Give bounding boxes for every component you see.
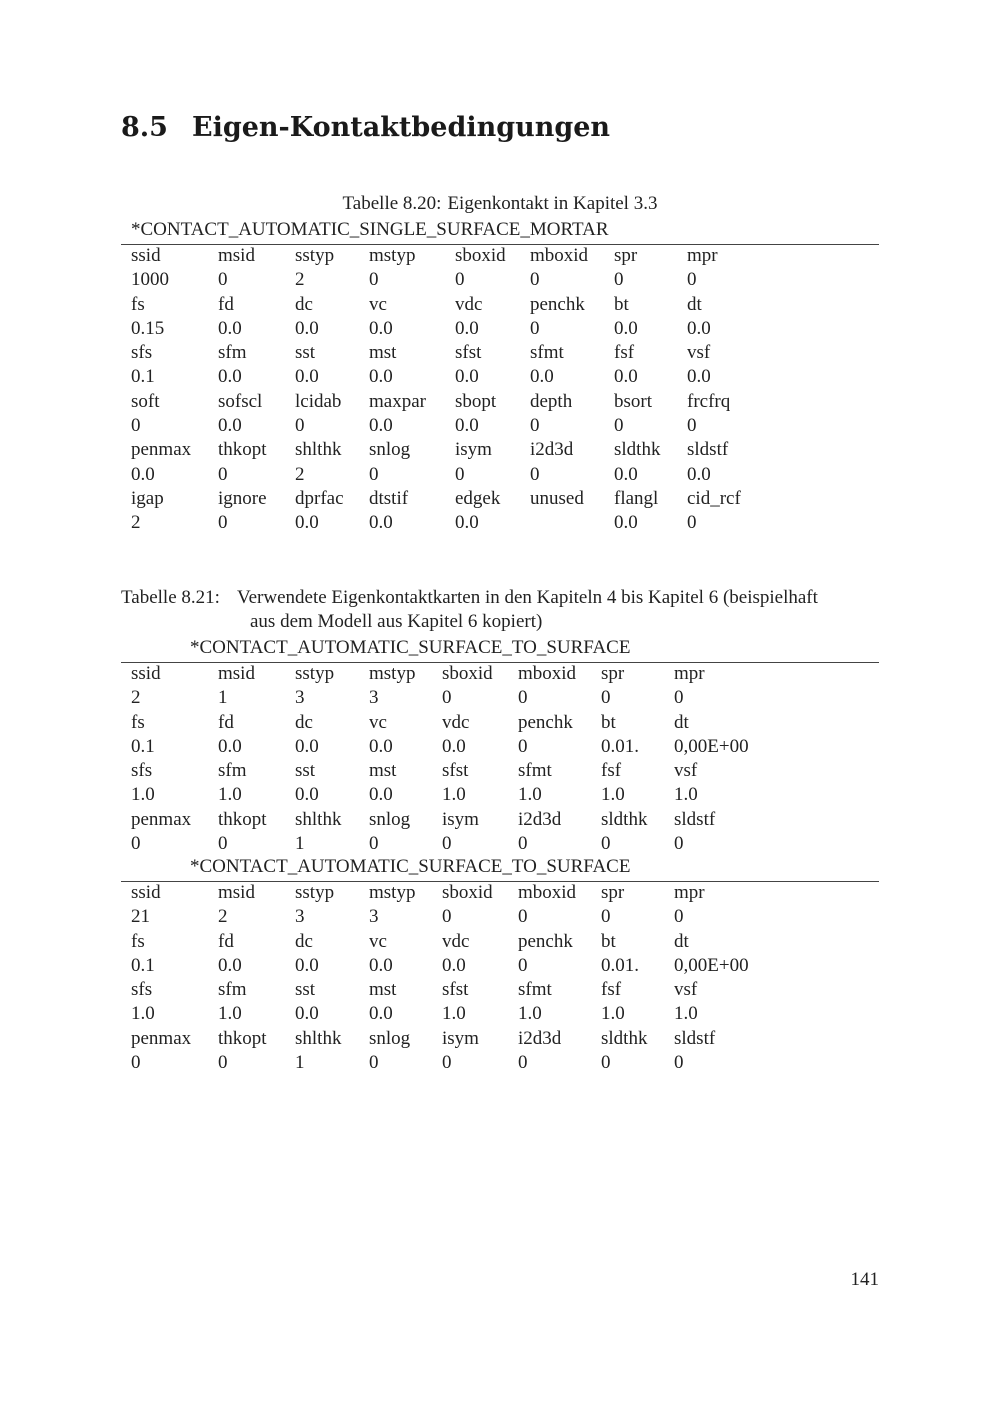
- table-cell: mst: [369, 342, 397, 364]
- table-cell: 0: [518, 906, 528, 928]
- table-caption-text: Eigenkontakt in Kapitel 3.3: [447, 193, 658, 214]
- table-cell: 0: [295, 415, 305, 437]
- table-row: [121, 511, 767, 535]
- table-cell: spr: [601, 882, 625, 903]
- table-cell: dt: [674, 930, 689, 952]
- table-cell: 1000: [131, 269, 169, 291]
- table-cell: bt: [601, 711, 616, 733]
- table-row: [121, 487, 767, 511]
- table-cell: 0.0: [614, 366, 638, 388]
- table-row: [121, 662, 764, 686]
- table-cell: sofscl: [218, 390, 263, 412]
- table-cell: 0: [218, 1052, 228, 1074]
- table-cell: dc: [295, 930, 313, 952]
- table-row: [121, 244, 767, 268]
- table-cell: 0: [518, 1052, 528, 1074]
- table-cell: 0.0: [218, 317, 242, 339]
- table-row: [121, 711, 764, 735]
- table-cell: ssid: [131, 245, 161, 266]
- table-cell: dc: [295, 293, 313, 315]
- table-cell: 1.0: [518, 1003, 542, 1025]
- table-cell: bt: [601, 930, 616, 952]
- table-cell: 1.0: [131, 784, 155, 806]
- table-caption-text-line2: aus dem Modell aus Kapitel 6 kopiert): [250, 611, 543, 632]
- table-cell: i2d3d: [518, 1027, 562, 1049]
- table-cell: sboxid: [455, 245, 506, 266]
- table-row: [121, 438, 767, 462]
- table-cell: 2: [295, 269, 305, 291]
- table-cell: 0: [518, 687, 528, 709]
- section-heading: [121, 112, 610, 143]
- table-cell: 0: [369, 269, 379, 291]
- table-cell: mboxid: [518, 882, 577, 903]
- table-cell: spr: [614, 245, 638, 266]
- table-cell: thkopt: [218, 439, 267, 461]
- table-cell: 0.0: [218, 366, 242, 388]
- table-cell: penchk: [518, 930, 573, 952]
- table-cell: 1.0: [518, 784, 542, 806]
- table-cell: 1: [295, 1052, 305, 1074]
- table-cell: snlog: [369, 1027, 411, 1049]
- table-cell: 0: [131, 415, 141, 437]
- table-cell: 0: [687, 269, 697, 291]
- table-cell: 1.0: [442, 784, 466, 806]
- table-cell: sfm: [218, 760, 247, 782]
- table-cell: sfst: [455, 342, 482, 364]
- table-cell: dt: [674, 711, 689, 733]
- table-cell: 0,00E+00: [674, 954, 749, 976]
- table-cell: 0.0: [455, 366, 479, 388]
- table-cell: fsf: [601, 979, 622, 1001]
- table-cell: depth: [530, 390, 573, 412]
- table-cell: 0.0: [442, 954, 466, 976]
- table-cell: isym: [442, 808, 479, 830]
- table-cell: fd: [218, 930, 234, 952]
- table-cell: 0: [442, 906, 452, 928]
- table-cell: fsf: [601, 760, 622, 782]
- table-cell: sldstf: [674, 1027, 716, 1049]
- table-cell: 0.0: [218, 735, 242, 757]
- table-cell: 0: [518, 954, 528, 976]
- table-cell: sfm: [218, 979, 247, 1001]
- contact-table-2a: [121, 662, 764, 856]
- table-cell: 21: [131, 906, 150, 928]
- table-cell: 3: [369, 906, 379, 928]
- table-cell: 0.0: [369, 366, 393, 388]
- table-cell: dt: [687, 293, 702, 315]
- table-cell: 2: [131, 512, 141, 534]
- table-cell: 0.0: [687, 317, 711, 339]
- table-cell: 0.0: [369, 735, 393, 757]
- table-cell: frcfrq: [687, 390, 731, 412]
- table-cell: 1.0: [674, 784, 698, 806]
- table-cell: unused: [530, 487, 584, 509]
- table-label: Tabelle 8.20:: [342, 193, 442, 214]
- table-cell: 0.0: [295, 735, 319, 757]
- table-cell: fs: [131, 711, 145, 733]
- table-cell: bsort: [614, 390, 652, 412]
- table-cell: vc: [369, 293, 387, 315]
- table-row: [121, 759, 764, 783]
- table-cell: 0.0: [614, 317, 638, 339]
- table-cell: 0.0: [369, 512, 393, 534]
- table-cell: sfm: [218, 342, 247, 364]
- table-cell: 0: [369, 1052, 379, 1074]
- page-number: 141: [850, 1269, 879, 1290]
- table-cell: 1.0: [601, 1003, 625, 1025]
- table-cell: ssid: [131, 882, 161, 903]
- table-cell: fsf: [614, 342, 635, 364]
- table-cell: penmax: [131, 439, 192, 461]
- table-cell: sboxid: [442, 882, 493, 903]
- table-cell: mpr: [674, 882, 705, 903]
- table-cell: thkopt: [218, 1027, 267, 1049]
- table-cell: isym: [455, 439, 492, 461]
- table-cell: snlog: [369, 808, 411, 830]
- table-cell: edgek: [455, 487, 501, 509]
- table-cell: 0: [369, 833, 379, 855]
- table-cell: 0.0: [455, 512, 479, 534]
- table-cell: ssid: [131, 663, 161, 684]
- section-number: 8.5: [121, 112, 168, 143]
- table-cell: thkopt: [218, 808, 267, 830]
- table-row: [121, 881, 764, 905]
- table-row: [121, 390, 767, 414]
- table-cell: 0.0: [455, 317, 479, 339]
- table-cell: 0.0: [369, 415, 393, 437]
- table-cell: 1: [218, 687, 228, 709]
- table-cell: 0.0: [295, 954, 319, 976]
- table-cell: 2: [295, 463, 305, 485]
- section-title: Eigen-Kontaktbedingungen: [192, 112, 611, 143]
- table-cell: vdc: [442, 930, 470, 952]
- table-cell: sldthk: [601, 1027, 648, 1049]
- table-cell: shlthk: [295, 1027, 342, 1049]
- table-row: [121, 365, 767, 389]
- table-cell: 0.15: [131, 317, 165, 339]
- table-cell: sst: [295, 979, 316, 1001]
- table-cell: 0: [218, 269, 228, 291]
- contact-table-1: [121, 244, 767, 536]
- table-cell: shlthk: [295, 439, 342, 461]
- table-cell: [520, 511, 604, 535]
- table-cell: 0: [530, 269, 540, 291]
- table-cell: sstyp: [295, 882, 335, 903]
- table-cell: bt: [614, 293, 629, 315]
- table-cell: mpr: [687, 245, 718, 266]
- table-cell: mst: [369, 979, 397, 1001]
- table-cell: sfmt: [518, 760, 552, 782]
- table-cell: 0: [614, 269, 624, 291]
- table-row: [121, 293, 767, 317]
- table-cell: 0.0: [369, 1003, 393, 1025]
- table-cell: 0: [455, 463, 465, 485]
- table-cell: penmax: [131, 808, 192, 830]
- table-cell: 0: [218, 512, 228, 534]
- table-cell: isym: [442, 1027, 479, 1049]
- table-cell: sfs: [131, 760, 153, 782]
- table-cell: 0: [687, 415, 697, 437]
- table-cell: dc: [295, 711, 313, 733]
- table-cell: 0,00E+00: [674, 735, 749, 757]
- table-cell: 3: [369, 687, 379, 709]
- table-cell: fs: [131, 930, 145, 952]
- table-cell: sfst: [442, 979, 469, 1001]
- table-cell: 1.0: [131, 1003, 155, 1025]
- table-cell: mpr: [674, 663, 705, 684]
- table-cell: vdc: [442, 711, 470, 733]
- table-cell: sfs: [131, 342, 153, 364]
- table-cell: sldthk: [601, 808, 648, 830]
- table-cell: 0: [687, 512, 697, 534]
- table-cell: 0.0: [295, 512, 319, 534]
- table-cell: penchk: [518, 711, 573, 733]
- table-cell: penmax: [131, 1027, 192, 1049]
- table-cell: 0: [131, 833, 141, 855]
- table-cell: mstyp: [369, 882, 416, 903]
- table-cell: 3: [295, 687, 305, 709]
- table-cell: shlthk: [295, 808, 342, 830]
- keyword-line: *CONTACT_AUTOMATIC_SURFACE_TO_SURFACE: [190, 856, 631, 877]
- table-cell: 0: [530, 463, 540, 485]
- table-cell: 0: [442, 833, 452, 855]
- table-cell: sstyp: [295, 245, 335, 266]
- table-row: [121, 268, 767, 292]
- table-cell: 0: [518, 735, 528, 757]
- table-cell: soft: [131, 390, 160, 412]
- table-cell: 0.0: [455, 415, 479, 437]
- table-cell: 0: [518, 833, 528, 855]
- table-cell: snlog: [369, 439, 411, 461]
- table-cell: sst: [295, 760, 316, 782]
- table-cell: 0.0: [218, 954, 242, 976]
- table-cell: 0: [601, 906, 611, 928]
- table-cell: 0: [674, 906, 684, 928]
- table-cell: dprfac: [295, 487, 344, 509]
- table-row: [121, 1002, 764, 1026]
- table-cell: sldthk: [614, 439, 661, 461]
- table-cell: 0.0: [530, 366, 554, 388]
- table-cell: 0: [530, 415, 540, 437]
- table-cell: mboxid: [518, 663, 577, 684]
- table-row: [121, 808, 764, 832]
- table-cell: sst: [295, 342, 316, 364]
- table-cell: 0: [218, 463, 228, 485]
- table-cell: 3: [295, 906, 305, 928]
- table-row: [121, 735, 764, 759]
- table-cell: sldstf: [687, 439, 729, 461]
- table-row: [121, 930, 764, 954]
- table-cell: 0.0: [369, 784, 393, 806]
- table-cell: 2: [131, 687, 141, 709]
- table-cell: sfs: [131, 979, 153, 1001]
- table-cell: vc: [369, 711, 387, 733]
- table-cell: 0: [442, 687, 452, 709]
- table-cell: 0.01.: [601, 954, 639, 976]
- keyword-line: *CONTACT_AUTOMATIC_SINGLE_SURFACE_MORTAR: [131, 219, 609, 240]
- table-caption-text: Verwendete Eigenkontaktkarten in den Kapiteln 4 bis Kapitel 6 (beispielhaft: [237, 587, 818, 608]
- table-cell: vsf: [687, 342, 711, 364]
- table-cell: 0.1: [131, 366, 155, 388]
- table-row: [121, 1027, 764, 1051]
- table-row: [121, 905, 764, 929]
- table-cell: maxpar: [369, 390, 426, 412]
- table-cell: 0.0: [442, 735, 466, 757]
- table-cell: msid: [218, 245, 255, 266]
- table-cell: 1.0: [601, 784, 625, 806]
- table-cell: 0: [674, 1052, 684, 1074]
- table-cell: sboxid: [442, 663, 493, 684]
- table-cell: 0: [614, 415, 624, 437]
- table-cell: 0.0: [131, 463, 155, 485]
- table-cell: sbopt: [455, 390, 497, 412]
- table-cell: 1: [295, 833, 305, 855]
- table-cell: mboxid: [530, 245, 589, 266]
- table-cell: 0.0: [295, 1003, 319, 1025]
- table-cell: 1.0: [442, 1003, 466, 1025]
- table-cell: vdc: [455, 293, 483, 315]
- table-cell: 0: [601, 687, 611, 709]
- table-cell: 0: [674, 687, 684, 709]
- table-row: [121, 832, 764, 856]
- table-row: [121, 783, 764, 807]
- contact-table-2b: [121, 881, 764, 1075]
- table-cell: fd: [218, 293, 234, 315]
- table-cell: flangl: [614, 487, 659, 509]
- table-caption-1: [0, 192, 1000, 216]
- table-cell: sfmt: [530, 342, 564, 364]
- table-cell: 0.0: [687, 463, 711, 485]
- table-cell: sfmt: [518, 979, 552, 1001]
- table-cell: 0: [601, 1052, 611, 1074]
- table-caption-2: [121, 586, 881, 634]
- table-row: [121, 414, 767, 438]
- table-cell: 0: [601, 833, 611, 855]
- table-cell: igap: [131, 487, 164, 509]
- table-cell: 0: [455, 269, 465, 291]
- table-cell: vc: [369, 930, 387, 952]
- table-cell: cid_rcf: [687, 487, 741, 509]
- table-row: [121, 463, 767, 487]
- table-row: [121, 978, 764, 1002]
- table-cell: 0: [442, 1052, 452, 1074]
- table-cell: vsf: [674, 979, 698, 1001]
- table-cell: fs: [131, 293, 145, 315]
- table-cell: 0.0: [614, 463, 638, 485]
- table-cell: sstyp: [295, 663, 335, 684]
- table-cell: sfst: [442, 760, 469, 782]
- table-cell: 1.0: [674, 1003, 698, 1025]
- table-label: Tabelle 8.21:: [121, 587, 220, 608]
- table-row: [121, 686, 764, 710]
- table-cell: 0.0: [295, 317, 319, 339]
- table-cell: spr: [601, 663, 625, 684]
- table-cell: 0.0: [218, 415, 242, 437]
- table-cell: 0.0: [614, 512, 638, 534]
- table-cell: ignore: [218, 487, 267, 509]
- table-cell: sldstf: [674, 808, 716, 830]
- table-cell: 0.0: [295, 366, 319, 388]
- table-cell: 0.1: [131, 735, 155, 757]
- table-cell: 0: [530, 317, 540, 339]
- table-cell: 0.0: [687, 366, 711, 388]
- table-cell: 0: [369, 463, 379, 485]
- table-cell: lcidab: [295, 390, 342, 412]
- table-cell: mstyp: [369, 245, 416, 266]
- table-cell: i2d3d: [530, 439, 574, 461]
- table-cell: 0.1: [131, 954, 155, 976]
- table-cell: 2: [218, 906, 228, 928]
- table-row: [121, 954, 764, 978]
- table-cell: 0: [674, 833, 684, 855]
- table-cell: 0: [131, 1052, 141, 1074]
- table-cell: 1.0: [218, 784, 242, 806]
- table-cell: fd: [218, 711, 234, 733]
- table-row: [121, 341, 767, 365]
- keyword-line: *CONTACT_AUTOMATIC_SURFACE_TO_SURFACE: [190, 637, 631, 658]
- table-cell: msid: [218, 882, 255, 903]
- table-cell: vsf: [674, 760, 698, 782]
- table-cell: msid: [218, 663, 255, 684]
- table-cell: 0.0: [295, 784, 319, 806]
- table-cell: 0.0: [369, 954, 393, 976]
- table-cell: 0.0: [369, 317, 393, 339]
- table-cell: 0: [218, 833, 228, 855]
- table-cell: penchk: [530, 293, 585, 315]
- table-row: [121, 1051, 764, 1075]
- table-cell: mst: [369, 760, 397, 782]
- table-cell: 1.0: [218, 1003, 242, 1025]
- table-cell: 0.01.: [601, 735, 639, 757]
- table-cell: dtstif: [369, 487, 409, 509]
- table-row: [121, 317, 767, 341]
- table-cell: i2d3d: [518, 808, 562, 830]
- table-cell: mstyp: [369, 663, 416, 684]
